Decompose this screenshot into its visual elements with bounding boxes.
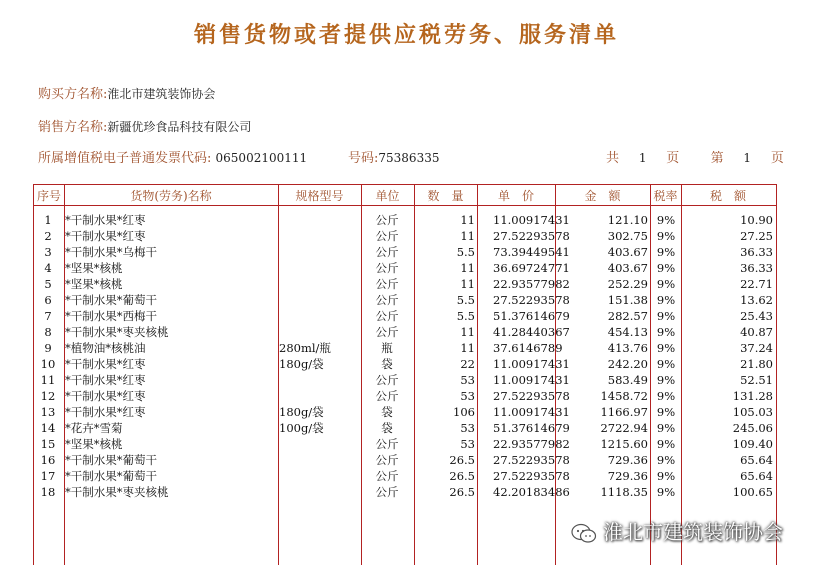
table-row (34, 420, 776, 436)
seller-label: 销售方名称: (38, 120, 108, 135)
invoice-number-label: 号码: (348, 151, 379, 166)
row-tax: 131.28 (732, 389, 773, 403)
row-seq: 14 (40, 421, 56, 435)
buyer-info (38, 83, 215, 102)
table-row (34, 228, 776, 244)
row-rate: 9% (656, 309, 676, 323)
header-price: 单 价 (497, 189, 534, 203)
row-rate: 9% (656, 229, 676, 243)
header-seq: 序号 (36, 189, 61, 203)
row-tax: 52.51 (740, 373, 773, 387)
row-unit: 公斤 (375, 325, 399, 339)
header-spec: 规格型号 (295, 189, 344, 203)
row-amount: 1458.72 (600, 389, 648, 403)
row-price: 22.93577982 (493, 277, 570, 291)
row-amount: 302.75 (607, 229, 648, 243)
seller-info (38, 116, 251, 135)
row-unit: 公斤 (375, 469, 399, 483)
table-row (34, 244, 776, 260)
row-amount: 282.57 (607, 309, 648, 323)
row-qty: 26.5 (449, 485, 475, 499)
row-price: 27.52293578 (493, 229, 570, 243)
row-unit: 公斤 (375, 453, 399, 467)
row-name: *干制水果*枣夹核桃 (65, 325, 169, 339)
row-rate: 9% (656, 485, 676, 499)
row-unit: 袋 (381, 357, 393, 371)
buyer-name: 淮北市建筑装饰协会 (107, 87, 216, 101)
row-name: *坚果*核桃 (65, 277, 123, 291)
row-spec: 100g/袋 (279, 421, 324, 435)
row-price: 41.28440367 (493, 325, 570, 339)
table-row (34, 212, 776, 228)
row-unit: 袋 (381, 405, 393, 419)
row-tax: 36.33 (740, 245, 773, 259)
row-amount: 454.13 (607, 325, 648, 339)
row-amount: 242.20 (607, 357, 648, 371)
row-qty: 53 (460, 373, 475, 387)
row-tax: 13.62 (740, 293, 773, 307)
row-tax: 22.71 (740, 277, 773, 291)
table-row (34, 260, 776, 276)
table-row (34, 372, 776, 388)
row-seq: 11 (40, 373, 56, 387)
row-price: 11.00917431 (493, 357, 570, 371)
row-name: *干制水果*红枣 (65, 357, 146, 371)
row-rate: 9% (656, 277, 676, 291)
row-seq: 12 (40, 389, 56, 403)
table-row (34, 308, 776, 324)
row-price: 51.37614679 (493, 309, 570, 323)
row-rate: 9% (656, 389, 676, 403)
row-qty: 53 (460, 437, 475, 451)
header-divider (34, 205, 776, 206)
row-unit: 瓶 (381, 341, 393, 355)
row-qty: 11 (460, 229, 475, 243)
row-qty: 11 (460, 261, 475, 275)
table-row (34, 452, 776, 468)
row-rate: 9% (656, 261, 676, 275)
row-amount: 252.29 (607, 277, 648, 291)
row-unit: 公斤 (375, 245, 399, 259)
row-unit: 袋 (381, 421, 393, 435)
row-price: 27.52293578 (493, 389, 570, 403)
row-price: 36.69724771 (493, 261, 570, 275)
row-rate: 9% (656, 469, 676, 483)
row-tax: 10.90 (740, 213, 773, 227)
row-price: 27.52293578 (493, 469, 570, 483)
row-seq: 5 (44, 277, 52, 291)
table-row (34, 404, 776, 420)
row-name: *干制水果*红枣 (65, 213, 146, 227)
row-qty: 11 (460, 325, 475, 339)
row-amount: 1118.35 (600, 485, 648, 499)
document-title: 销售货物或者提供应税劳务、服务清单 (193, 22, 619, 48)
row-amount: 1215.60 (600, 437, 648, 451)
row-unit: 公斤 (375, 373, 399, 387)
row-rate: 9% (656, 341, 676, 355)
seller-name: 新疆优珍食品科技有限公司 (107, 120, 252, 134)
goods-table (33, 184, 777, 565)
row-qty: 5.5 (456, 245, 475, 259)
row-name: *干制水果*葡萄干 (65, 293, 157, 307)
row-qty: 11 (460, 341, 475, 355)
row-seq: 7 (44, 309, 52, 323)
row-seq: 8 (44, 325, 52, 339)
row-seq: 3 (44, 245, 52, 259)
table-row (34, 324, 776, 340)
row-unit: 公斤 (375, 213, 399, 227)
row-name: *干制水果*西梅干 (65, 309, 157, 323)
page-total: 1 (638, 151, 648, 165)
row-rate: 9% (656, 245, 676, 259)
row-tax: 36.33 (740, 261, 773, 275)
row-name: *坚果*核桃 (65, 261, 123, 275)
row-amount: 121.10 (607, 213, 648, 227)
row-spec: 180g/袋 (279, 405, 324, 419)
row-tax: 37.24 (740, 341, 773, 355)
row-rate: 9% (656, 453, 676, 467)
wechat-icon (571, 523, 597, 545)
row-unit: 公斤 (375, 229, 399, 243)
row-price: 22.93577982 (493, 437, 570, 451)
row-seq: 13 (40, 405, 56, 419)
row-tax: 105.03 (732, 405, 773, 419)
row-name: *坚果*核桃 (65, 437, 123, 451)
row-unit: 公斤 (375, 293, 399, 307)
row-price: 11.00917431 (493, 213, 570, 227)
row-rate: 9% (656, 421, 676, 435)
row-amount: 403.67 (607, 261, 648, 275)
header-rate: 税率 (653, 189, 678, 203)
row-tax: 65.64 (740, 453, 773, 467)
row-rate: 9% (656, 405, 676, 419)
page-total-label: 共 (606, 151, 621, 166)
row-seq: 6 (44, 293, 52, 307)
row-rate: 9% (656, 293, 676, 307)
header-tax: 税 额 (709, 189, 746, 203)
page-current: 1 (743, 151, 753, 165)
row-qty: 11 (460, 213, 475, 227)
buyer-label: 购买方名称: (38, 87, 108, 102)
invoice-code-label: 所属增值税电子普通发票代码: (38, 151, 212, 166)
row-name: *花卉*雪菊 (65, 421, 123, 435)
row-spec: 280ml/瓶 (279, 341, 331, 355)
page-info (606, 147, 785, 166)
row-amount: 413.76 (607, 341, 648, 355)
row-qty: 22 (460, 357, 475, 371)
row-rate: 9% (656, 373, 676, 387)
table-row (34, 484, 776, 500)
row-spec: 180g/袋 (279, 357, 324, 371)
row-seq: 9 (44, 341, 52, 355)
row-amount: 729.36 (607, 469, 648, 483)
row-price: 51.37614679 (493, 421, 570, 435)
watermark-text: 淮北市建筑装饰协会 (603, 520, 783, 544)
row-amount: 1166.97 (600, 405, 648, 419)
row-name: *干制水果*红枣 (65, 373, 146, 387)
row-tax: 25.43 (740, 309, 773, 323)
row-amount: 2722.94 (600, 421, 648, 435)
invoice-number-value: 75386335 (378, 151, 440, 165)
row-unit: 公斤 (375, 309, 399, 323)
header-unit: 单位 (375, 189, 400, 203)
row-price: 11.00917431 (493, 405, 570, 419)
invoice-number-info (348, 147, 439, 166)
row-rate: 9% (656, 213, 676, 227)
page-unit-1: 页 (666, 151, 681, 166)
row-unit: 公斤 (375, 277, 399, 291)
row-seq: 15 (40, 437, 56, 451)
header-amount: 金 额 (584, 189, 621, 203)
row-price: 37.6146789 (493, 341, 563, 355)
row-unit: 公斤 (375, 261, 399, 275)
invoice-code-value: 065002100111 (215, 151, 308, 165)
page-current-label: 第 (710, 151, 725, 166)
row-name: *干制水果*葡萄干 (65, 453, 157, 467)
row-name: *干制水果*葡萄干 (65, 469, 157, 483)
page-unit-2: 页 (770, 151, 785, 166)
table-row (34, 468, 776, 484)
table-row (34, 388, 776, 404)
row-qty: 26.5 (449, 453, 475, 467)
row-tax: 27.25 (740, 229, 773, 243)
row-name: *植物油*核桃油 (65, 341, 146, 355)
row-price: 42.20183486 (493, 485, 570, 499)
invoice-code-info (38, 147, 307, 166)
row-qty: 11 (460, 277, 475, 291)
header-qty: 数 量 (427, 189, 464, 203)
row-seq: 16 (40, 453, 56, 467)
row-amount: 583.49 (607, 373, 648, 387)
row-qty: 53 (460, 421, 475, 435)
table-row (34, 276, 776, 292)
row-name: *干制水果*红枣 (65, 229, 146, 243)
row-name: *干制水果*乌梅干 (65, 245, 157, 259)
row-name: *干制水果*红枣 (65, 389, 146, 403)
row-unit: 公斤 (375, 389, 399, 403)
row-qty: 26.5 (449, 469, 475, 483)
row-amount: 403.67 (607, 245, 648, 259)
row-seq: 10 (40, 357, 56, 371)
row-rate: 9% (656, 357, 676, 371)
row-tax: 245.06 (732, 421, 773, 435)
row-price: 73.39449541 (493, 245, 570, 259)
row-qty: 5.5 (456, 309, 475, 323)
row-name: *干制水果*枣夹核桃 (65, 485, 169, 499)
row-seq: 18 (40, 485, 56, 499)
row-tax: 65.64 (740, 469, 773, 483)
row-seq: 1 (44, 213, 52, 227)
row-unit: 公斤 (375, 485, 399, 499)
row-seq: 2 (44, 229, 52, 243)
row-unit: 公斤 (375, 437, 399, 451)
row-price: 27.52293578 (493, 293, 570, 307)
row-rate: 9% (656, 325, 676, 339)
table-row (34, 436, 776, 452)
row-tax: 40.87 (740, 325, 773, 339)
row-seq: 4 (44, 261, 52, 275)
row-amount: 729.36 (607, 453, 648, 467)
row-price: 11.00917431 (493, 373, 570, 387)
table-row (34, 340, 776, 356)
row-rate: 9% (656, 437, 676, 451)
row-tax: 109.40 (732, 437, 773, 451)
row-name: *干制水果*红枣 (65, 405, 146, 419)
header-name: 货物(劳务)名称 (130, 189, 212, 203)
row-seq: 17 (40, 469, 56, 483)
row-qty: 53 (460, 389, 475, 403)
row-qty: 106 (453, 405, 475, 419)
table-row (34, 292, 776, 308)
watermark (571, 516, 801, 546)
table-row (34, 356, 776, 372)
row-qty: 5.5 (456, 293, 475, 307)
row-amount: 151.38 (607, 293, 648, 307)
row-tax: 100.65 (732, 485, 773, 499)
row-price: 27.52293578 (493, 453, 570, 467)
row-tax: 21.80 (740, 357, 773, 371)
